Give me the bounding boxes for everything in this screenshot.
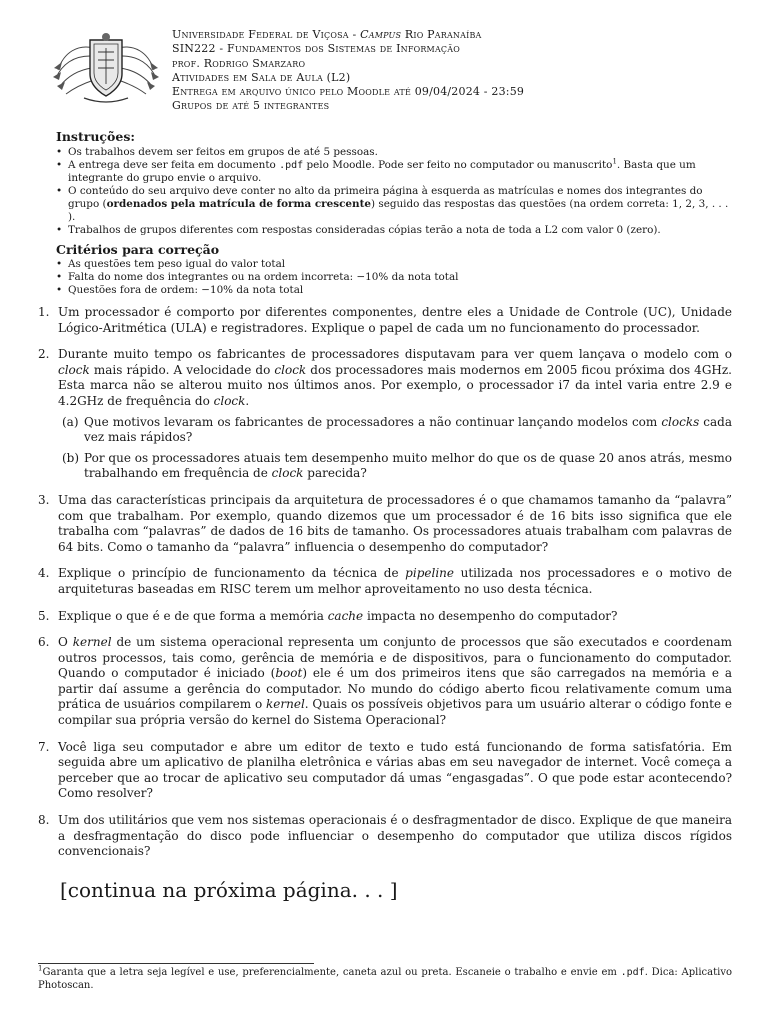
question-4: 4. Explique o princípio de funcionamento da técnica de pipeline utilizada nos processadores e o motivo de arquiteturas baseadas em RISC terem um melhor aproveitamento no uso desta técnica. [38,566,733,596]
list-item: • Questões fora de ordem: −10% da nota total [56,284,736,297]
question-1: 1. Um processador é comporto por diferentes componentes, dentre eles a Unidade de Controle (UC), Unidade Lógico-Aritmética (ULA) e registradores. Explique o papel de cada um no funcionamento do processador. [38,305,732,335]
list-item: • A entrega deve ser feita em documento .pdf pelo Moodle. Pode ser feito no computador ou manuscrito$^1$. Basta que um integrante do grupo envie o arquivo. [56,159,736,185]
header-university: Universidade Federal de Viçosa - Campus Rio Paranaíba [172,28,482,41]
question-number: 8. [38,813,50,828]
question-5: 5. Explique o que é e de que forma a memória cache impacta no desempenho do computador? [38,608,618,623]
university-crest-logo [50,30,162,106]
question-2b: (b) Por que os processadores atuais tem desempenho muito melhor do que os de quase 20 anos atrás, mesmo trabalhando em frequência de clock parecida? [62,450,732,481]
header-professor: prof. Rodrigo Smarzaro [172,56,306,70]
criteria-list [56,258,736,297]
header-deadline: Entrega em arquivo único pelo Moodle até 09/04/2024 - 23:59 [172,85,525,99]
footnote: $^1$Garanta que a letra seja legível e use, preferencialmente, caneta azul ou preta. Escaneie o trabalho e envie em .pdf. Dica: Aplicativo Photoscan. [38,964,733,991]
course-header [172,28,524,114]
question-number: 2. [38,347,50,362]
question-number: 7. [38,739,50,754]
header-course: SIN222 - Fundamentos dos Sistemas de Informação [172,42,460,56]
question-3: 3. Uma das características principais da arquitetura de processadores é o que chamamos tamanho da “palavra” com que trabalham. Por exemplo, quando dizemos que um processador é de 16 bits isso significa que ele trabalha com “palavras” de dados de 16 bits de tamanho. Os processadores atuais trabalham com palavras de 64 bits. Como o tamanho da “palavra” influencia o desempenho do computador? [38,492,732,554]
continued-note: [continua na próxima página. . . ] [60,878,398,902]
header-activity: Atividades em Sala de Aula (L2) [172,70,351,84]
list-item: • Falta do nome dos integrantes ou na ordem incorreta: −10% da nota total [56,271,736,284]
question-8: 8. Um dos utilitários que vem nos sistemas operacionais é o desfragmentador de disco. Explique de que maneira a desfragmentação do disco pode influenciar o desempenho do computador que utiliza discos rígidos convencionais? [38,813,732,859]
instructions-list [56,146,736,237]
question-7: 7. Você liga seu computador e abre um editor de texto e tudo está funcionando de forma satisfatória. Em seguida abre um aplicativo de planilha eletrônica e várias abas em seu navegador de internet. Você começa a perceber que ao trocar de aplicativo seu computador dá umas “engasgadas”. O que pode estar acontecendo? Como resolver? [38,739,732,801]
question-number: 1. [38,305,50,319]
list-item: • Os trabalhos devem ser feitos em grupos de até 5 pessoas. [56,146,736,159]
question-number: 4. [38,566,50,581]
question-number: 5. [38,608,50,623]
footnote-rule [38,963,314,964]
question-2: 2. Durante muito tempo os fabricantes de processadores disputavam para ver quem lançava o modelo com o clock mais rápido. A velocidade do clock dos processadores mais modernos em 2005 ficou próxima dos 4GHz. Esta marca não se alterou muito nos últimos anos. Por exemplo, o processador i7 da intel varia entre 2.9 e 4.2GHz de frequência do clock. (a) Que motivos levaram os fabricantes de processadores a não continuar lançando modelos com clocks cada vez mais rápidos? (b) Por que os processadores atuais tem desempenho muito melhor do que os de quase 20 anos atrás, mesmo trabalhando em frequência de clock parecida? [38,347,732,481]
criteria-title: Critérios para correção [56,242,220,257]
list-item: • Trabalhos de grupos diferentes com respostas consideradas cópias terão a nota de toda a L2 com valor 0 (zero). [56,224,736,237]
list-item: • As questões tem peso igual do valor total [56,258,736,271]
instructions-title: Instruções: [56,129,135,144]
question-number: 3. [38,492,50,507]
question-6: 6. O kernel de um sistema operacional representa um conjunto de processos que são executados e coordenam outros processos, tais como, gerência de memória e de dispositivos, para o funcionamento do computador. Quando o computador é iniciado (boot) ele é um dos primeiros itens que são carregados na memória e a partir daí assume a gerência do computador. No mundo do código aberto ficou relativamente comum uma prática de usuários compilarem o kernel. Quais os possíveis objetivos para um usuário alterar o código fonte e compilar sua própria versão do kernel do Sistema Operacional? [38,635,732,728]
question-2a: (a) Que motivos levaram os fabricantes de processadores a não continuar lançando modelos com clocks cada vez mais rápidos? [62,414,732,445]
question-list [38,305,732,871]
list-item: • O conteúdo do seu arquivo deve conter no alto da primeira página à esquerda as matrículas e nomes dos integrantes do grupo (ordenados pela matrícula de forma crescente) seguido das respostas das questões (na ordem correta: 1, 2, 3, . . . ). [56,185,736,224]
header-groups: Grupos de até 5 integrantes [172,99,330,113]
question-number: 6. [38,635,50,650]
